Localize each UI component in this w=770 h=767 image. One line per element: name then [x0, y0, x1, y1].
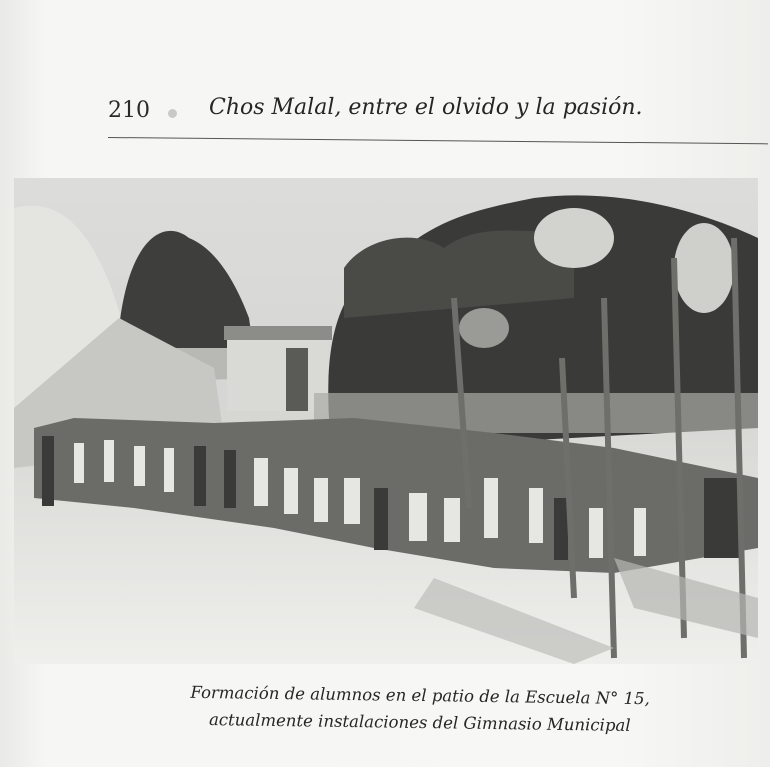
caption-line-1: Formación de alumnos en el patio de la Escuela N° 15,: [190, 682, 651, 709]
running-title: Chos Malal, entre el olvido y la pasión.: [209, 95, 643, 120]
photograph-image: [14, 178, 758, 664]
header-bullet-icon: [168, 109, 177, 118]
header-rule: [108, 137, 768, 144]
caption-line-2: actualmente instalaciones del Gimnasio Municipal: [208, 710, 631, 735]
historical-photograph: [14, 178, 758, 664]
photo-caption: [100, 678, 741, 741]
page-number: 210: [108, 98, 150, 123]
